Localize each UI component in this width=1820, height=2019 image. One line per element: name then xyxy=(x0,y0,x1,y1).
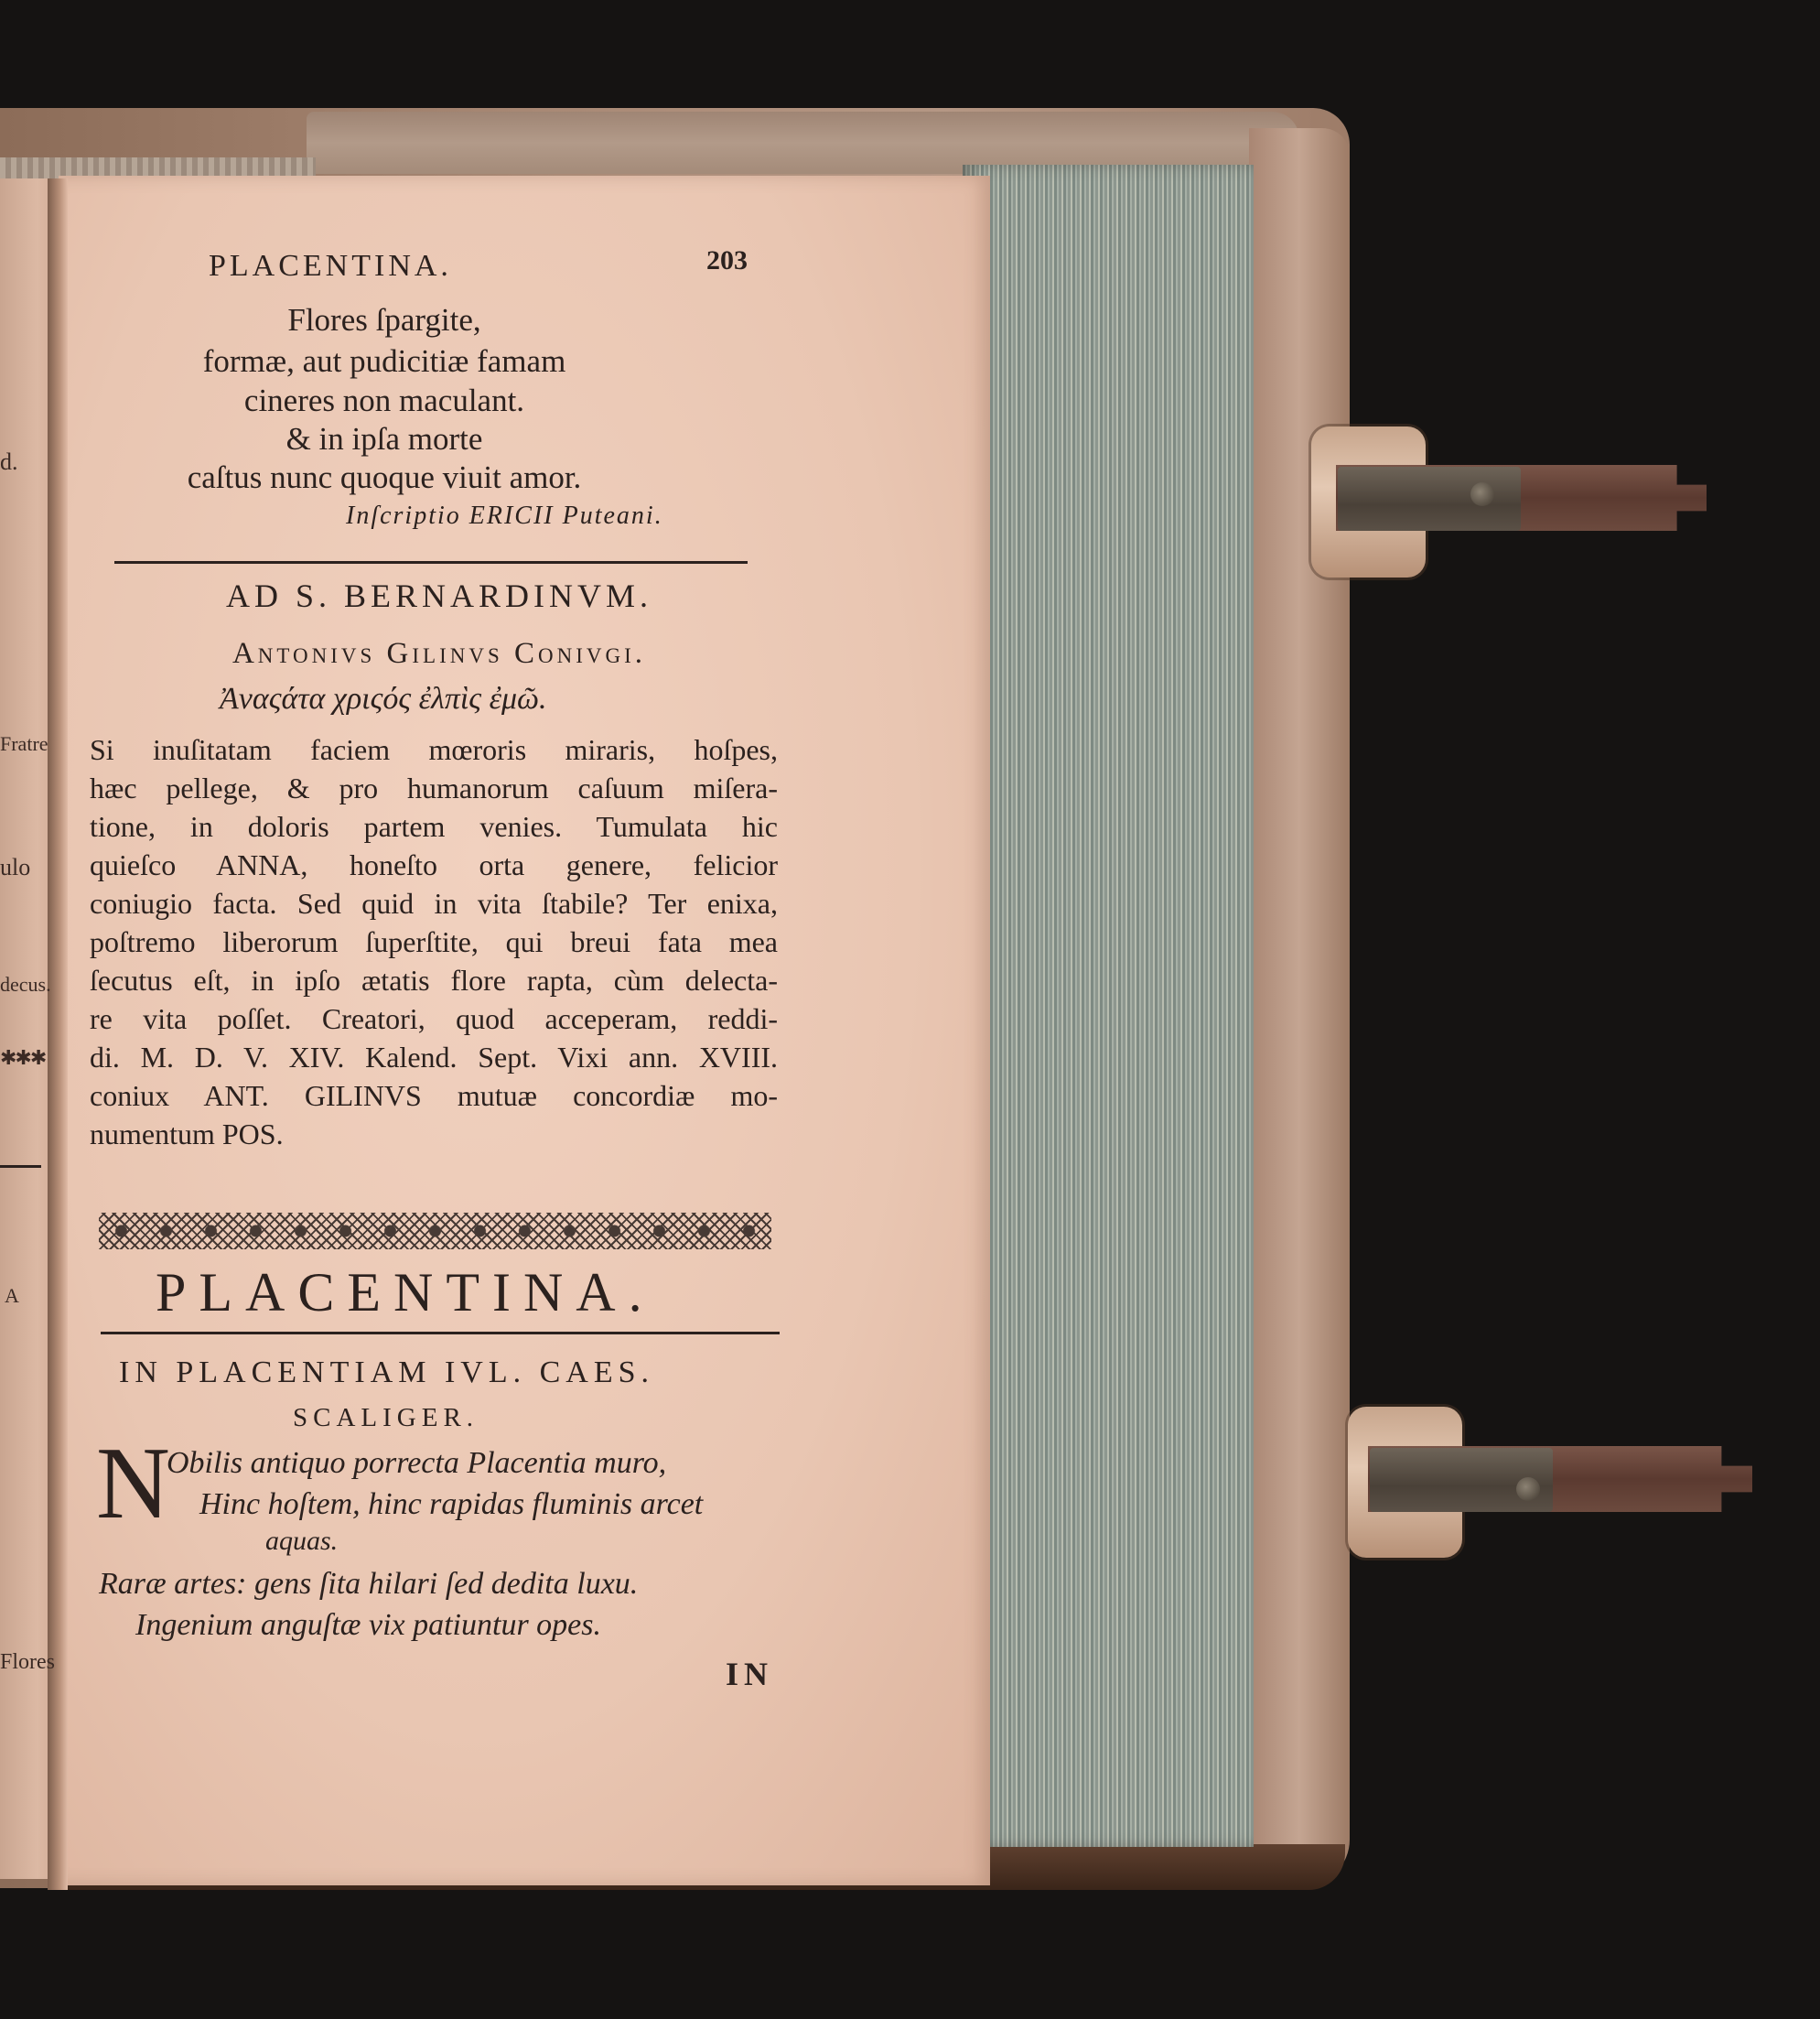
left-page-fragment: decus. xyxy=(0,973,51,996)
heading-in-placentiam: IN PLACENTIAM IVL. CAES. xyxy=(119,1355,655,1389)
left-page-fragment: d. xyxy=(0,448,18,475)
page-number: 203 xyxy=(706,245,748,275)
prose-line: hæc pellege, & pro humanorum caſuum miſera- xyxy=(90,772,778,804)
prose-line: Si inuſitatam faciem mœroris miraris, hoſpes, xyxy=(90,733,778,766)
poem-line: aquas. xyxy=(265,1526,339,1556)
epitaph-line: Flores ſpargite, xyxy=(287,302,481,338)
left-page-rule-fragment xyxy=(0,1165,41,1168)
section-title: PLACENTINA. xyxy=(156,1262,655,1323)
prose-line: re vita poſſet. Creatori, quod acceperam, reddi- xyxy=(90,1002,778,1035)
left-page-fragment: A xyxy=(5,1284,19,1307)
poem-line: Raræ artes: gens ſita hilari ſed dedita luxu. xyxy=(99,1567,639,1601)
prose-line: poſtremo liberorum ſuperſtite, qui breui fata mea xyxy=(90,925,778,958)
epitaph-line: caſtus nunc quoque viuit amor. xyxy=(187,459,582,495)
epitaph-line: cineres non maculant. xyxy=(243,383,525,418)
epitaph-attribution: Inſcriptio ERICII Puteani. xyxy=(346,502,663,530)
lower-clasp-rivet xyxy=(1516,1477,1540,1501)
prose-line: coniux ANT. GILINVS mutuæ concordiæ mo- xyxy=(90,1079,778,1112)
gutter xyxy=(48,178,68,1890)
heading-ad-bernardinum: AD S. BERNARDINVM. xyxy=(225,578,653,614)
section-rule xyxy=(101,1332,780,1334)
prose-line: di. M. D. V. XIV. Kalend. Sept. Vixi ann. XVIII. xyxy=(90,1041,778,1074)
left-page-fragment: Flores xyxy=(0,1650,55,1674)
heading-scaliger: SCALIGER. xyxy=(293,1403,479,1432)
drop-cap: N xyxy=(96,1427,170,1540)
epitaph-line: formæ, aut pudicitiæ famam xyxy=(202,343,566,379)
prose-line: numentum POS. xyxy=(90,1117,284,1150)
left-page-fragment: Fratre xyxy=(0,732,48,755)
page-block-edges xyxy=(963,165,1254,1847)
greek-motto: Ἀναςάτα χριςός ἐλπὶς ἐμῶ. xyxy=(220,682,547,716)
prose-line: quieſco ANNA, honeſto orta genere, felicior xyxy=(90,848,778,881)
poem-line: Hinc hoſtem, hinc rapidas fluminis arcet xyxy=(199,1487,704,1521)
left-page-ornament-fragment: ✱✱✱ xyxy=(0,1046,46,1069)
section-rule xyxy=(114,561,748,564)
prose-line: ſecutus eſt, in ipſo ætatis flore rapta, cùm delecta- xyxy=(90,964,778,997)
heading-gilinus: Antonivs Gilinvs Conivgi. xyxy=(232,637,647,670)
fore-edge-board xyxy=(1249,128,1350,1885)
running-head: PLACENTINA. xyxy=(209,249,452,283)
prose-line: tione, in doloris partem venies. Tumulata hic xyxy=(90,810,778,843)
epitaph-line: & in ipſa morte xyxy=(285,421,483,457)
prose-line: coniugio facta. Sed quid in vita ſtabile? Ter enixa, xyxy=(90,887,778,920)
poem-line: Obilis antiquo porrecta Placentia muro, xyxy=(167,1446,667,1480)
upper-clasp-rivet xyxy=(1470,482,1494,506)
left-page-fragment: ulo xyxy=(0,854,31,880)
ornamental-border xyxy=(99,1213,771,1249)
poem-line: Ingenium anguſtæ vix patiuntur opes. xyxy=(135,1608,602,1642)
catchword: IN xyxy=(726,1656,774,1692)
